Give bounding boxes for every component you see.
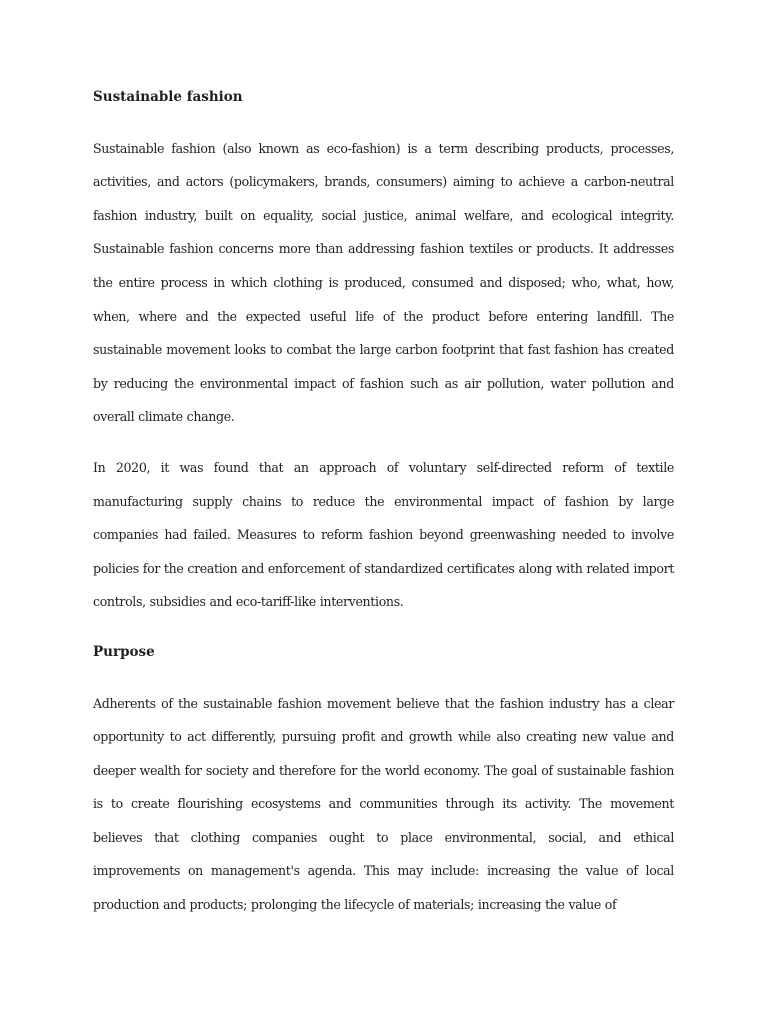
- section-heading-purpose: Purpose: [93, 643, 155, 660]
- paragraph-2020-reform: In 2020, it was found that an approach of voluntary self-directed reform of textile manufacturing supply chains to reduce the environmental impact of fashion by large companies had failed. Measures to reform fashion beyond greenwashing needed to involve policies for the creation and enforcement of standardized certificates along with related import controls, subsidies and eco-tariff-like interventions.: [93, 459, 674, 610]
- paragraph-purpose: Adherents of the sustainable fashion movement believe that the fashion industry has a clear opportunity to act differently, pursuing profit and growth while also creating new value and deeper wealth for society and therefore for the world economy. The goal of sustainable fashion is to create flourishing ecosystems and communities through its activity. The movement believes that clothing companies ought to place environmental, social, and ethical improvements on management's agenda. This may include: increasing the value of local production and products; prolonging the lifecycle of materials; increasing the value of: [93, 695, 674, 913]
- document-page: [93, 81, 674, 939]
- section-heading-sustainable-fashion: Sustainable fashion: [93, 89, 243, 105]
- paragraph-definition: Sustainable fashion (also known as eco-fashion) is a term describing products, processes, activities, and actors (policymakers, brands, consumers) aiming to achieve a carbon-neutral fashion industry, built on equality, social justice, animal welfare, and ecological integrity. Sustainable fashion concerns more than addressing fashion textiles or products. It addresses the entire process in which clothing is produced, consumed and disposed; who, what, how, when, where and the expected useful life of the product before entering landfill. The sustainable movement looks to combat the large carbon footprint that fast fashion has created by reducing the environmental impact of fashion such as air pollution, water pollution and overall climate change.: [93, 140, 674, 425]
